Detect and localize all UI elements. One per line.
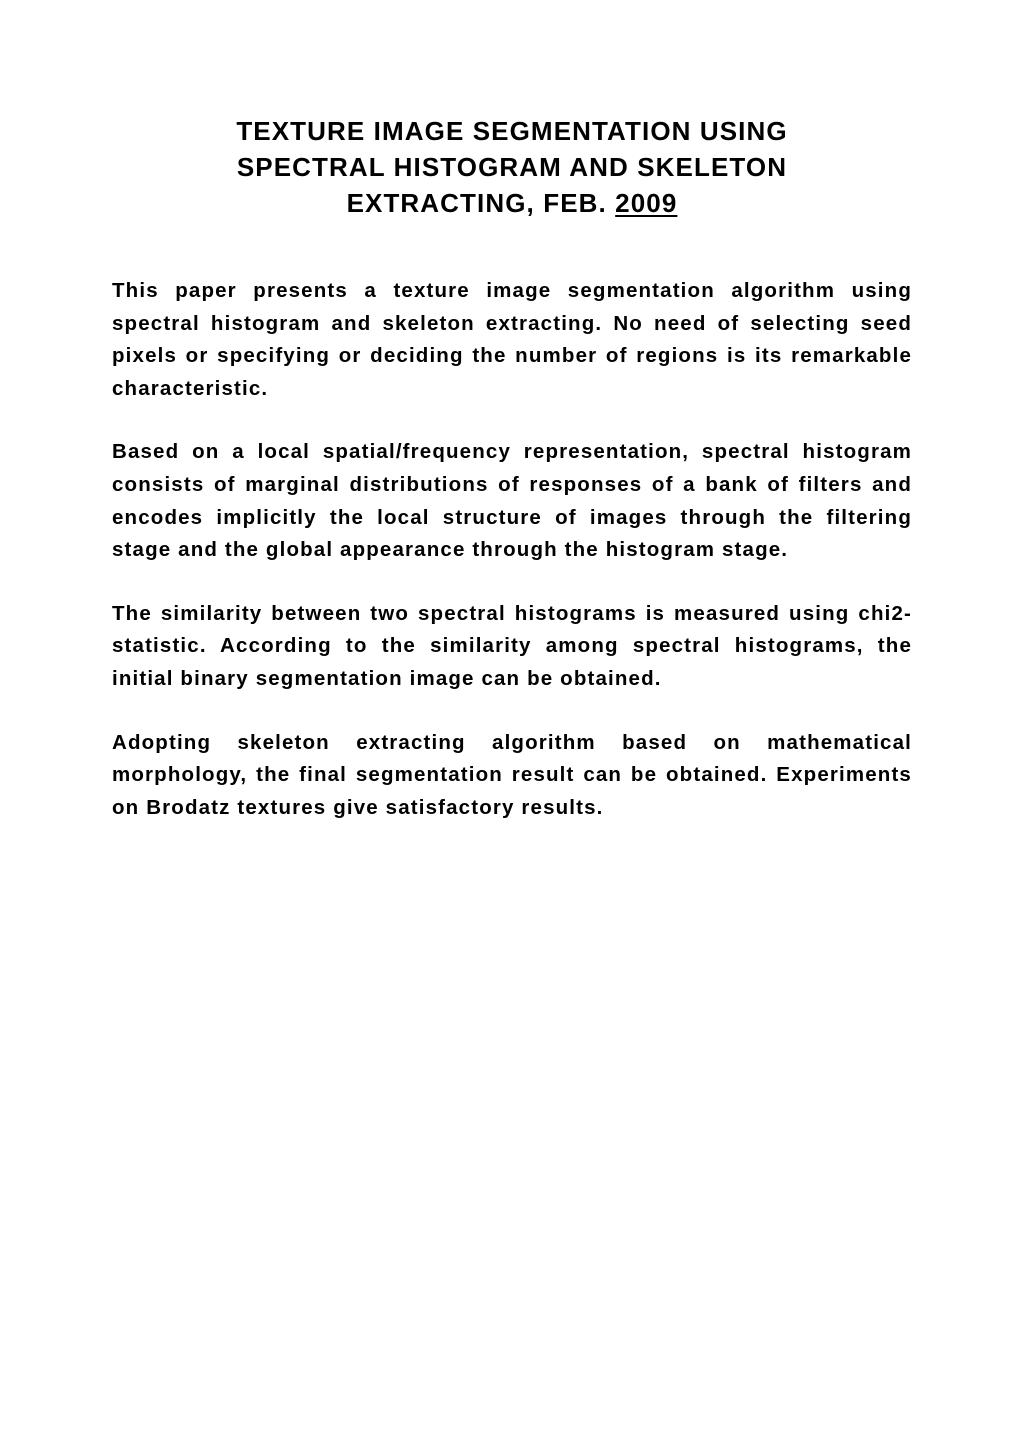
paragraph-4: Adopting skeleton extracting algorithm based on mathematical morphology, the final segmentation result can be obtained. Experiments on Brodatz textures give satisfactory results. (112, 730, 912, 819)
paragraph-3: The similarity between two spectral histograms is measured using chi2-statistic. According to the similarity among spectral histograms, the initial binary segmentation image can be obtained. (112, 601, 912, 690)
paragraph-1: This paper presents a texture image segmentation algorithm using spectral histogram and skeleton extracting. No need of selecting seed pixels or specifying or deciding the number of regions is its remarkable characteristic. (112, 279, 912, 400)
paragraph-2: Based on a local spatial/frequency representation, spectral histogram consists of marginal distributions of responses of a bank of filters and encodes implicitly the local structure of images through the filtering stage and the global appearance through the histogram stage. (112, 440, 912, 562)
title-line-1: TEXTURE IMAGE SEGMENTATION USING (236, 116, 788, 146)
title-year: 2009 (615, 188, 678, 218)
document-title (112, 113, 912, 221)
abstract-body (112, 275, 912, 855)
title-line-3-prefix: EXTRACTING, FEB. (346, 188, 616, 218)
title-line-2: SPECTRAL HISTOGRAM AND SKELETON (236, 152, 788, 182)
title-line-3 (112, 185, 912, 221)
